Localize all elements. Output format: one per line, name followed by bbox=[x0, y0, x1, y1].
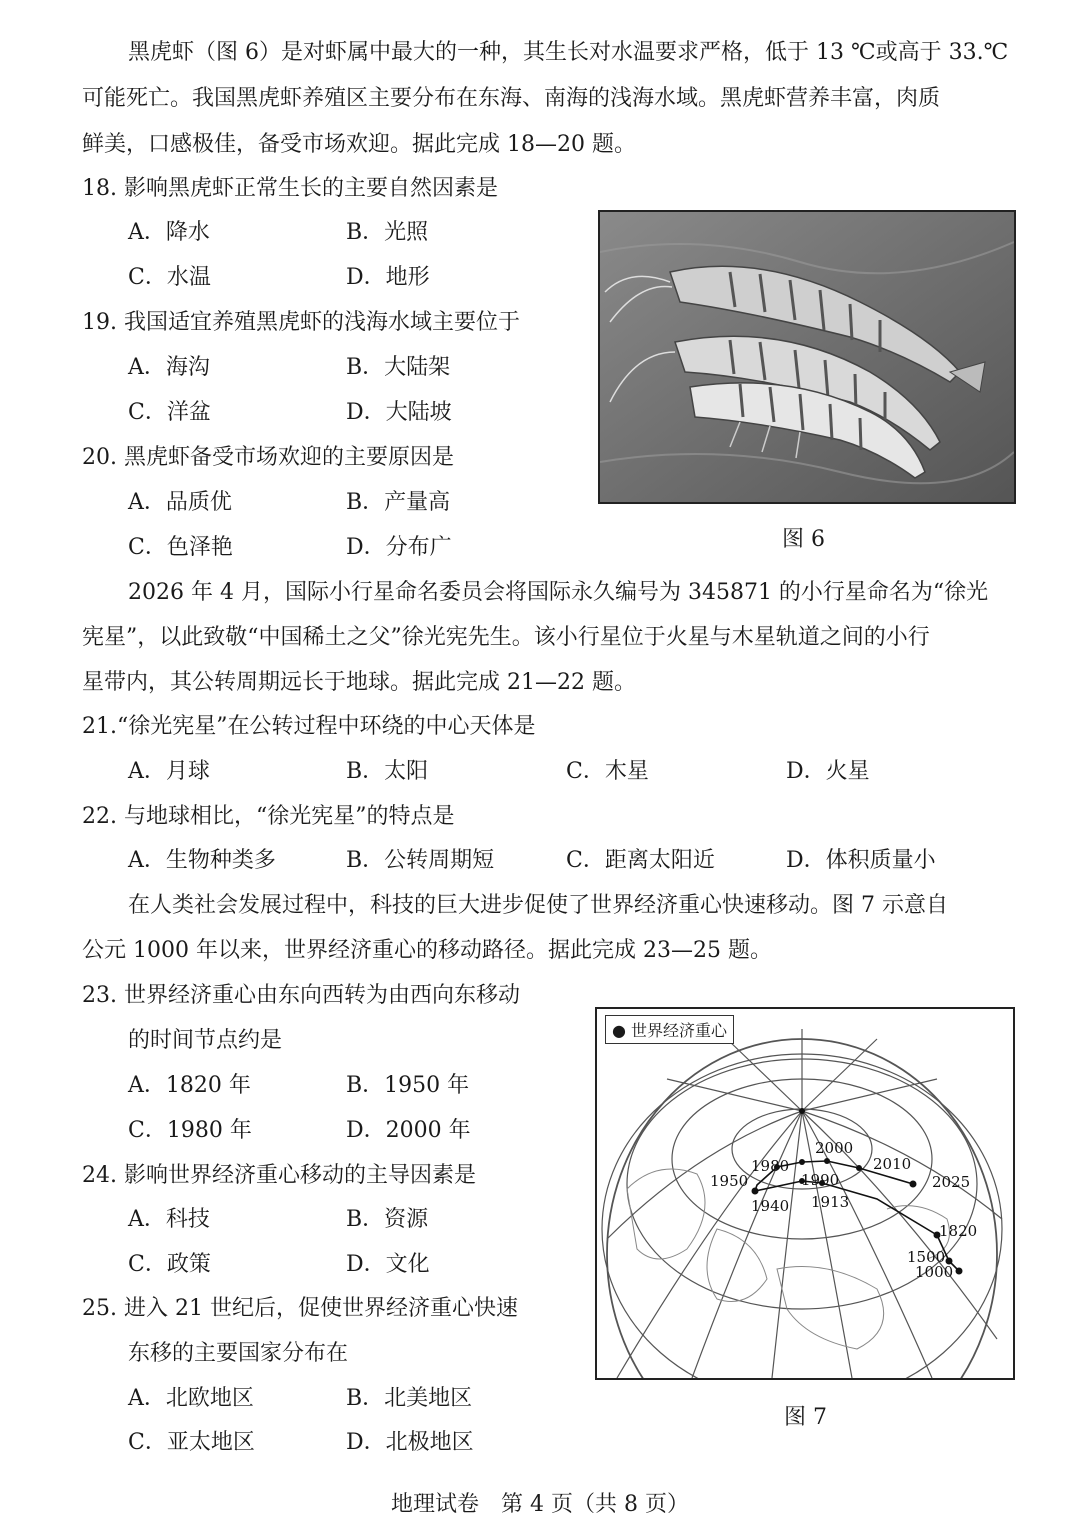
q25-option-c: C．亚太地区 bbox=[128, 1430, 255, 1455]
q22-option-c: C．距离太阳近 bbox=[566, 848, 715, 873]
q20-stem: 20. 黑虎虾备受市场欢迎的主要原因是 bbox=[82, 445, 454, 470]
q25-option-b: B．北美地区 bbox=[346, 1386, 473, 1411]
page-footer: 地理试卷 第 4 页（共 8 页） bbox=[391, 1492, 689, 1517]
passage2-line-1: 2026 年 4 月，国际小行星命名委员会将国际永久编号为 345871 的小行星命名为“徐光 bbox=[128, 580, 989, 605]
q23-option-c: C．1980 年 bbox=[128, 1118, 252, 1143]
label-2000: 2000 bbox=[815, 1139, 854, 1157]
q18-stem: 18. 影响黑虎虾正常生长的主要自然因素是 bbox=[82, 176, 498, 201]
passage1-line-3: 鲜美，口感极佳，备受市场欢迎。据此完成 18—20 题。 bbox=[82, 132, 636, 157]
q22-option-a: A．生物种类多 bbox=[128, 848, 276, 873]
label-1000: 1000 bbox=[915, 1263, 954, 1281]
q18-option-b: B．光照 bbox=[346, 220, 429, 245]
q21-stem: 21.“徐光宪星”在公转过程中环绕的中心天体是 bbox=[82, 714, 536, 739]
q22-option-b: B．公转周期短 bbox=[346, 848, 495, 873]
fig7-caption: 图 7 bbox=[784, 1405, 827, 1430]
shrimp-illustration bbox=[600, 212, 1014, 502]
map-legend: ● 世界经济重心 bbox=[605, 1015, 734, 1044]
q20-option-b: B．产量高 bbox=[346, 490, 451, 515]
q23-option-b: B．1950 年 bbox=[346, 1073, 470, 1098]
economic-center-map bbox=[595, 1007, 1015, 1380]
q24-stem: 24. 影响世界经济重心移动的主导因素是 bbox=[82, 1163, 476, 1188]
label-1820: 1820 bbox=[939, 1222, 978, 1240]
globe-graticule bbox=[597, 1009, 1013, 1378]
label-2025: 2025 bbox=[932, 1173, 971, 1191]
label-1940: 1940 bbox=[751, 1197, 790, 1215]
q19-option-c: C．洋盆 bbox=[128, 400, 211, 425]
fig6-caption: 图 6 bbox=[782, 527, 825, 552]
q23-stem: 23. 世界经济重心由东向西转为由西向东移动 bbox=[82, 983, 520, 1008]
label-1980: 1980 bbox=[751, 1157, 790, 1175]
q18-option-c: C．水温 bbox=[128, 265, 211, 290]
q19-option-d: D．大陆坡 bbox=[346, 400, 452, 425]
q24-option-c: C．政策 bbox=[128, 1252, 211, 1277]
q23-option-a: A．1820 年 bbox=[128, 1073, 251, 1098]
label-1500: 1500 bbox=[907, 1248, 946, 1266]
passage3-line-2: 公元 1000 年以来，世界经济重心的移动路径。据此完成 23—25 题。 bbox=[82, 938, 772, 963]
q19-stem: 19. 我国适宜养殖黑虎虾的浅海水域主要位于 bbox=[82, 310, 520, 335]
label-2010: 2010 bbox=[873, 1155, 912, 1173]
q24-option-d: D．文化 bbox=[346, 1252, 430, 1277]
q25-stem-cont: 东移的主要国家分布在 bbox=[128, 1341, 349, 1366]
passage3-line-1: 在人类社会发展过程中，科技的巨大进步促使了世界经济重心快速移动。图 7 示意自 bbox=[128, 893, 948, 918]
q18-option-d: D．地形 bbox=[346, 265, 430, 290]
q23-option-d: D．2000 年 bbox=[346, 1118, 471, 1143]
q18-option-a: A．降水 bbox=[128, 220, 210, 245]
q24-option-a: A．科技 bbox=[128, 1207, 210, 1232]
q21-option-b: B．太阳 bbox=[346, 759, 429, 784]
passage2-line-3: 星带内，其公转周期远长于地球。据此完成 21—22 题。 bbox=[82, 670, 636, 695]
label-1950: 1950 bbox=[710, 1172, 749, 1190]
q22-option-d: D．体积质量小 bbox=[786, 848, 936, 873]
q23-stem-cont: 的时间节点约是 bbox=[128, 1028, 283, 1053]
q20-option-c: C．色泽艳 bbox=[128, 535, 233, 560]
q21-option-d: D．火星 bbox=[786, 759, 870, 784]
label-1913: 1913 bbox=[811, 1193, 850, 1211]
q19-option-b: B．大陆架 bbox=[346, 355, 451, 380]
q21-option-a: A．月球 bbox=[128, 759, 210, 784]
passage1-line-1: 黑虎虾（图 6）是对虾属中最大的一种，其生长对水温要求严格，低于 13 ℃或高于 33.℃ bbox=[128, 40, 1009, 65]
q24-option-b: B．资源 bbox=[346, 1207, 429, 1232]
q20-option-a: A．品质优 bbox=[128, 490, 232, 515]
q20-option-d: D．分布广 bbox=[346, 535, 452, 560]
q19-option-a: A．海沟 bbox=[128, 355, 210, 380]
shrimp-photo bbox=[598, 210, 1016, 504]
q22-stem: 22. 与地球相比，“徐光宪星”的特点是 bbox=[82, 804, 455, 829]
label-1990: 1990 bbox=[801, 1171, 840, 1189]
q25-option-a: A．北欧地区 bbox=[128, 1386, 254, 1411]
q25-stem: 25. 进入 21 世纪后，促使世界经济重心快速 bbox=[82, 1296, 518, 1321]
passage2-line-2: 宪星”，以此致敬“中国稀土之父”徐光宪先生。该小行星位于火星与木星轨道之间的小行 bbox=[82, 625, 930, 650]
q21-option-c: C．木星 bbox=[566, 759, 649, 784]
q25-option-d: D．北极地区 bbox=[346, 1430, 474, 1455]
passage1-line-2: 可能死亡。我国黑虎虾养殖区主要分布在东海、南海的浅海水域。黑虎虾营养丰富，肉质 bbox=[82, 86, 941, 111]
